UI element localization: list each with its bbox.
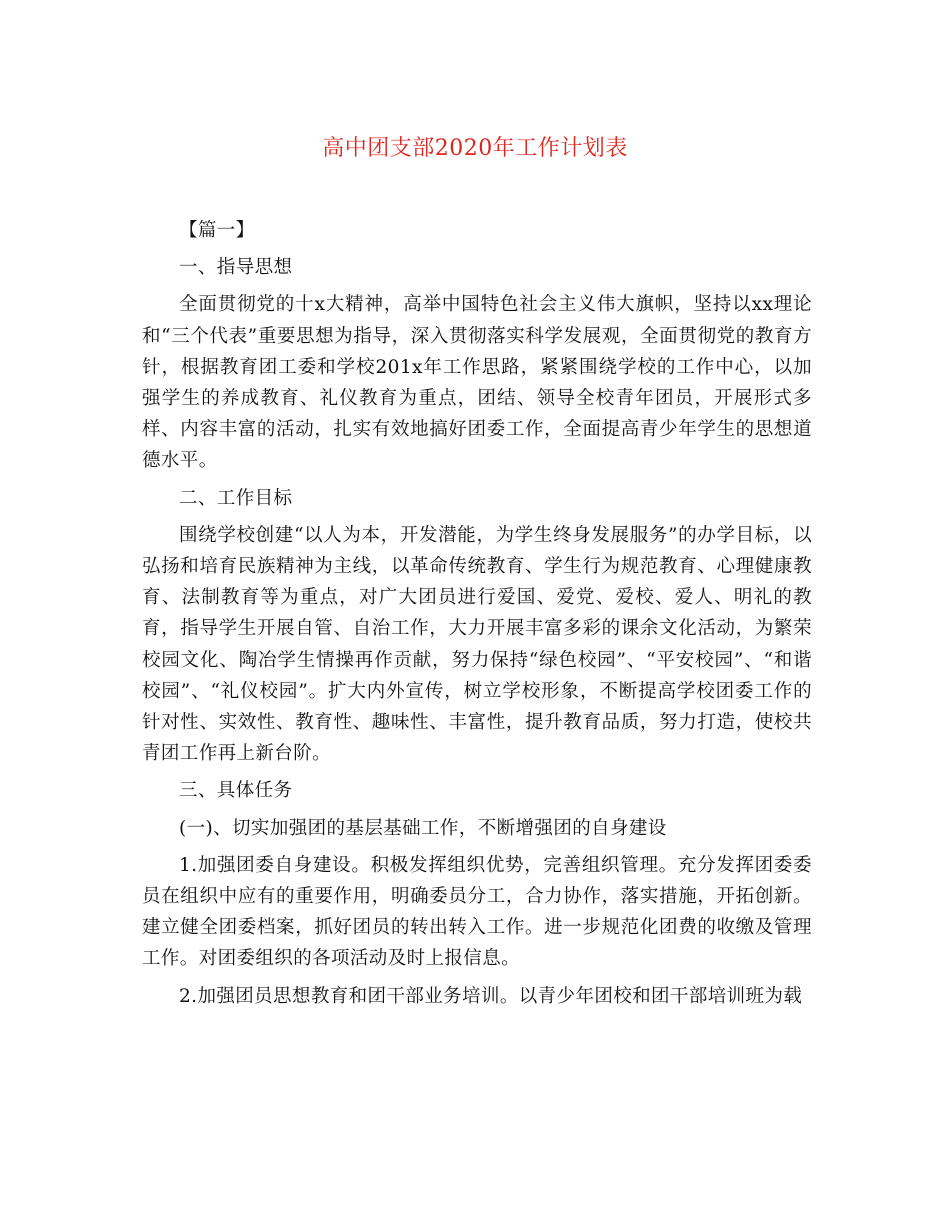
paragraph-work-goals: 围绕学校创建“以人为本，开发潜能，为学生终身发展服务”的办学目标，以弘扬和培育民族精神为主线，以革命传统教育、学生行为规范教育、心理健康教育、法制教育等为重点，对广大团员进行爱国、爱党、爱校、爱人、明礼的教育，指导学生开展自管、自治工作，大力开展丰富多彩的课余文化活动，为繁荣校园文化、陶冶学生情操再作贡献，努力保持“绿色校园”、“平安校园”、“和谐校园”、“礼仪校园”。扩大内外宣传，树立学校形象，不断提高学校团委工作的针对性、实效性、教育性、趣味性、丰富性，提升教育品质，努力打造，使校共青团工作再上新台阶。 xyxy=(142,524,812,765)
document-body xyxy=(142,215,812,1018)
paragraph-task-2: 2.加强团员思想教育和团干部业务培训。以青少年团校和团干部培训班为载 xyxy=(179,985,803,1007)
subheading-task-one: (一)、切实加强团的基层基础工作，不断增强团的自身建设 xyxy=(179,817,667,839)
heading-specific-tasks: 三、具体任务 xyxy=(179,780,293,802)
section-tag: 【篇一】 xyxy=(179,220,255,241)
document-title: 高中团支部2020年工作计划表 xyxy=(322,136,628,161)
paragraph-guiding-thought: 全面贯彻党的十x大精神，高举中国特色社会主义伟大旗帜，坚持以xx理论和“三个代表”重要思想为指导，深入贯彻落实科学发展观，全面贯彻党的教育方针，根据教育团工委和学校201x年工作思路，紧紧围绕学校的工作中心，以加强学生的养成教育、礼仪教育为重点，团结、领导全校青年团员，开展形式多样、内容丰富的活动，扎实有效地搞好团委工作，全面提高青少年学生的思想道德水平。 xyxy=(142,294,812,472)
paragraph-task-1: 1.加强团委自身建设。积极发挥组织优势，完善组织管理。充分发挥团委委员在组织中应有的重要作用，明确委员分工，合力协作，落实措施，开拓创新。建立健全团委档案，抓好团员的转出转入工作。进一步规范化团费的收缴及管理工作。对团委组织的各项活动及时上报信息。 xyxy=(142,854,812,970)
heading-work-goals: 二、工作目标 xyxy=(179,487,293,509)
heading-guiding-thought: 一、指导思想 xyxy=(179,257,293,279)
